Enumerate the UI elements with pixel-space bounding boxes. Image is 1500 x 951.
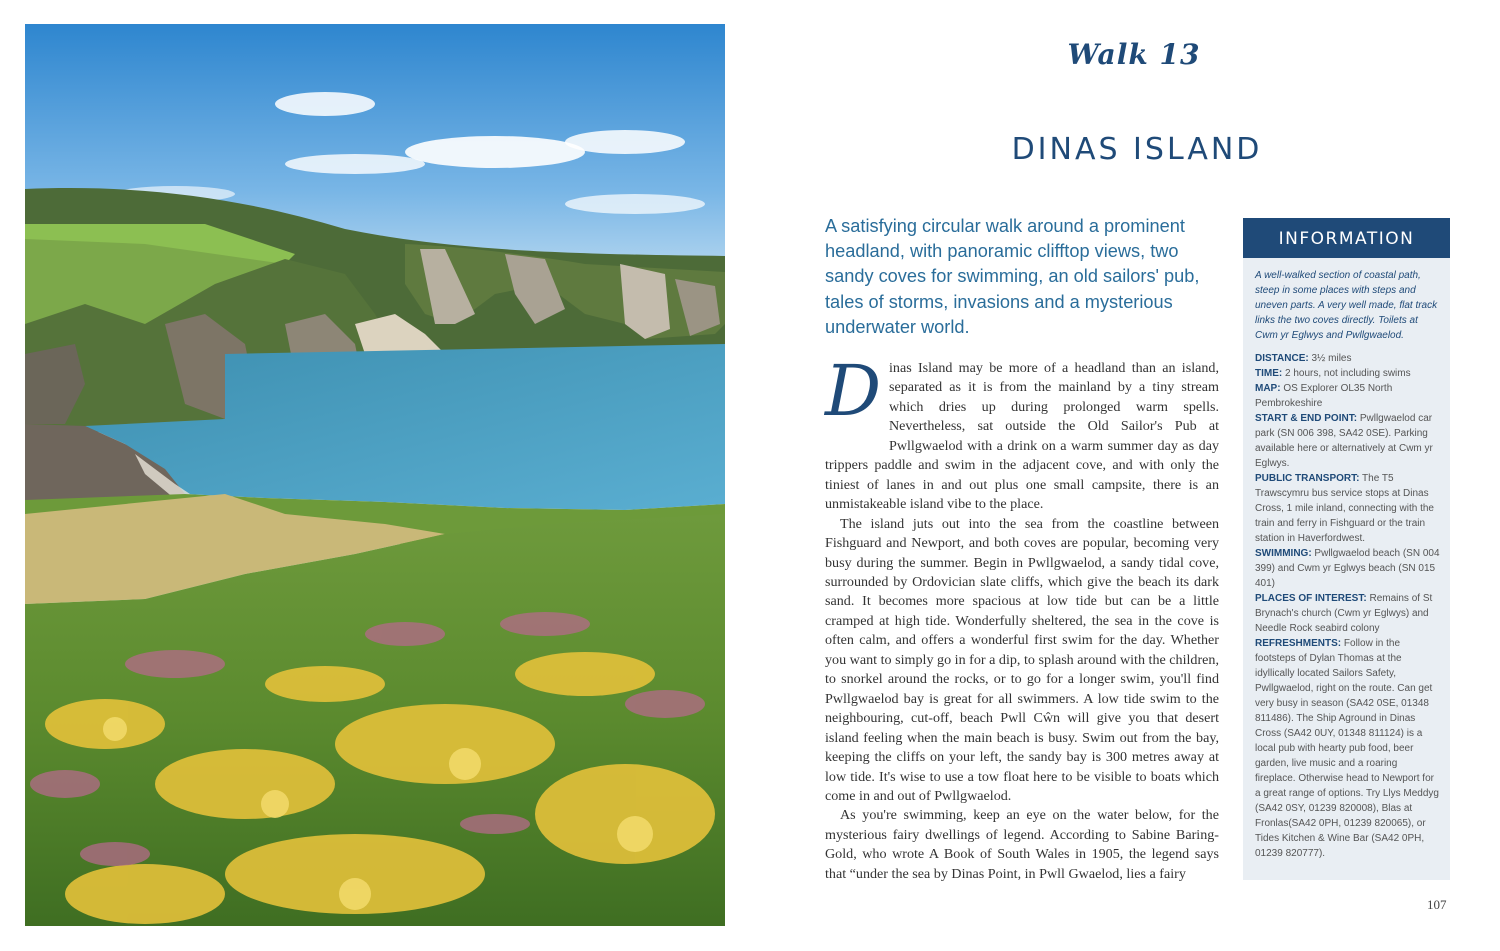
page-title: DINAS ISLAND bbox=[1011, 132, 1263, 168]
body-paragraph-3: As you're swimming, keep an eye on the water below, for the mysterious fairy dwellings of legend. According to Sabine Baring-Gold, who wrote A Book of South Wales in 1905, the legend says that “under the sea by Dinas Point, in Pwll Gwaelod, lies a fairy bbox=[825, 807, 1219, 882]
body-paragraph-1-text: inas Island may be more of a headland than an island, separated as it is from the mainland by a tiny stream which dries up during prolonged warm spells. Nevertheless, sat outside the Old Sailor's Pub at Pwllgwaelod with a drink on a warm summer day as day trippers paddle and swim in the adjacent cove, and with only the tiniest of lanes in and out plus one small campsite, there is an unmistakeable island vibe to the place. bbox=[825, 360, 1219, 513]
info-value: OS Explorer OL35 North Pembrokeshire bbox=[1255, 383, 1393, 409]
info-value: Follow in the footsteps of Dylan Thomas at the idyllically located Sailors Safety, Pwllgwaelod, right on the route. Can get very busy in season (SA42 0SE, 01348 811486). The Ship Aground in Dinas Cross (SA42 0UY, 01348 811124) is a local pub with hearty pub food, beer garden, live music and a roaring fireplace. Otherwise head to Newport for a great range of options. Try Llys Meddyg (SA42 0SY, 01239 820008), Blas at Fronlas(SA42 0PH, 01239 820065), or Tides Kitchen & Wine Bar (SA42 0PH, 01239 820777). bbox=[1255, 638, 1439, 859]
info-key: PUBLIC TRANSPORT: bbox=[1255, 473, 1360, 484]
info-value: Pwllgwaelod car park (SN 006 398, SA42 0SE). Parking available here or alternatively at Cwm yr Eglwys. bbox=[1255, 413, 1433, 469]
info-item-time bbox=[1255, 366, 1440, 381]
info-key: SWIMMING: bbox=[1255, 548, 1312, 559]
info-item-places bbox=[1255, 591, 1440, 636]
drop-cap: D bbox=[825, 350, 882, 432]
info-item-distance bbox=[1255, 351, 1440, 366]
info-intro: A well-walked section of coastal path, steep in some places with steps and uneven parts. A very well made, flat track links the two coves directly. Toilets at Cwm yr Eglwys and Pwllgwaelod. bbox=[1255, 270, 1438, 341]
info-value: Remains of St Brynach's church (Cwm yr Eglwys) and Needle Rock seabird colony bbox=[1255, 593, 1433, 634]
coastal-landscape-photo bbox=[25, 24, 725, 926]
info-value: The T5 Trawscymru bus service stops at Dinas Cross, 1 mile inland, connecting with the train and ferry in Fishguard or the train station in Haverfordwest. bbox=[1255, 473, 1434, 544]
info-key: REFRESHMENTS: bbox=[1255, 638, 1342, 649]
info-item-start-end bbox=[1255, 411, 1440, 471]
info-header: INFORMATION bbox=[1243, 218, 1450, 258]
info-item-swimming bbox=[1255, 546, 1440, 591]
body-text bbox=[825, 350, 1219, 884]
info-key: DISTANCE: bbox=[1255, 353, 1309, 364]
body-paragraph-2: The island juts out into the sea from the coastline between Fishguard and Newport, and both coves are popular, becoming very busy during the summer. Begin in Pwllgwaelod, a sandy tidal cove, surrounded by Ordovician slate cliffs, which give the beach its dark sand. It becomes more spacious at low tide but can be a little cramped at high tide. Wonderfully sheltered, the sea in the cove is often calm, and offers a wonderful first swim for the day. Whether you want to simply go in for a dip, to splash around with the children, to snorkel around the rocks, or to go for a longer swim, you'll find Pwllgwaelod bay is great for all swimmers. A low tide swim to the neighbouring, cut-off, beach Pwll Cŵn will give you that desert island feeling when the main beach is busy. Swim out from the bay, keeping the cliffs on your left, the sandy bay is 300 metres away at low tide. It's wise to use a tow float here to be visible to boats which come in and out of Pwllgwaelod. bbox=[825, 515, 1219, 804]
information-sidebar bbox=[1243, 218, 1450, 880]
info-list bbox=[1255, 351, 1440, 861]
walk-number: Walk 13 bbox=[1067, 38, 1201, 71]
page-number: 107 bbox=[1427, 897, 1447, 912]
info-key: PLACES OF INTEREST: bbox=[1255, 593, 1367, 604]
info-key: START & END POINT: bbox=[1255, 413, 1358, 424]
info-value: 2 hours, not including swims bbox=[1282, 368, 1411, 379]
body-paragraph-1 bbox=[825, 350, 1219, 515]
info-item-map bbox=[1255, 381, 1440, 411]
info-value: Pwllgwaelod beach (SN 004 399) and Cwm yr Eglwys beach (SN 015 401) bbox=[1255, 548, 1440, 589]
info-key: TIME: bbox=[1255, 368, 1283, 379]
info-key: MAP: bbox=[1255, 383, 1281, 394]
intro-paragraph: A satisfying circular walk around a prominent headland, with panoramic clifftop views, two sandy coves for swimming, an old sailors' pub, tales of storms, invasions and a mysterious underwater world. bbox=[825, 216, 1200, 337]
info-item-transport bbox=[1255, 471, 1440, 546]
info-value: 3½ miles bbox=[1308, 353, 1352, 364]
info-item-refreshments bbox=[1255, 636, 1440, 861]
